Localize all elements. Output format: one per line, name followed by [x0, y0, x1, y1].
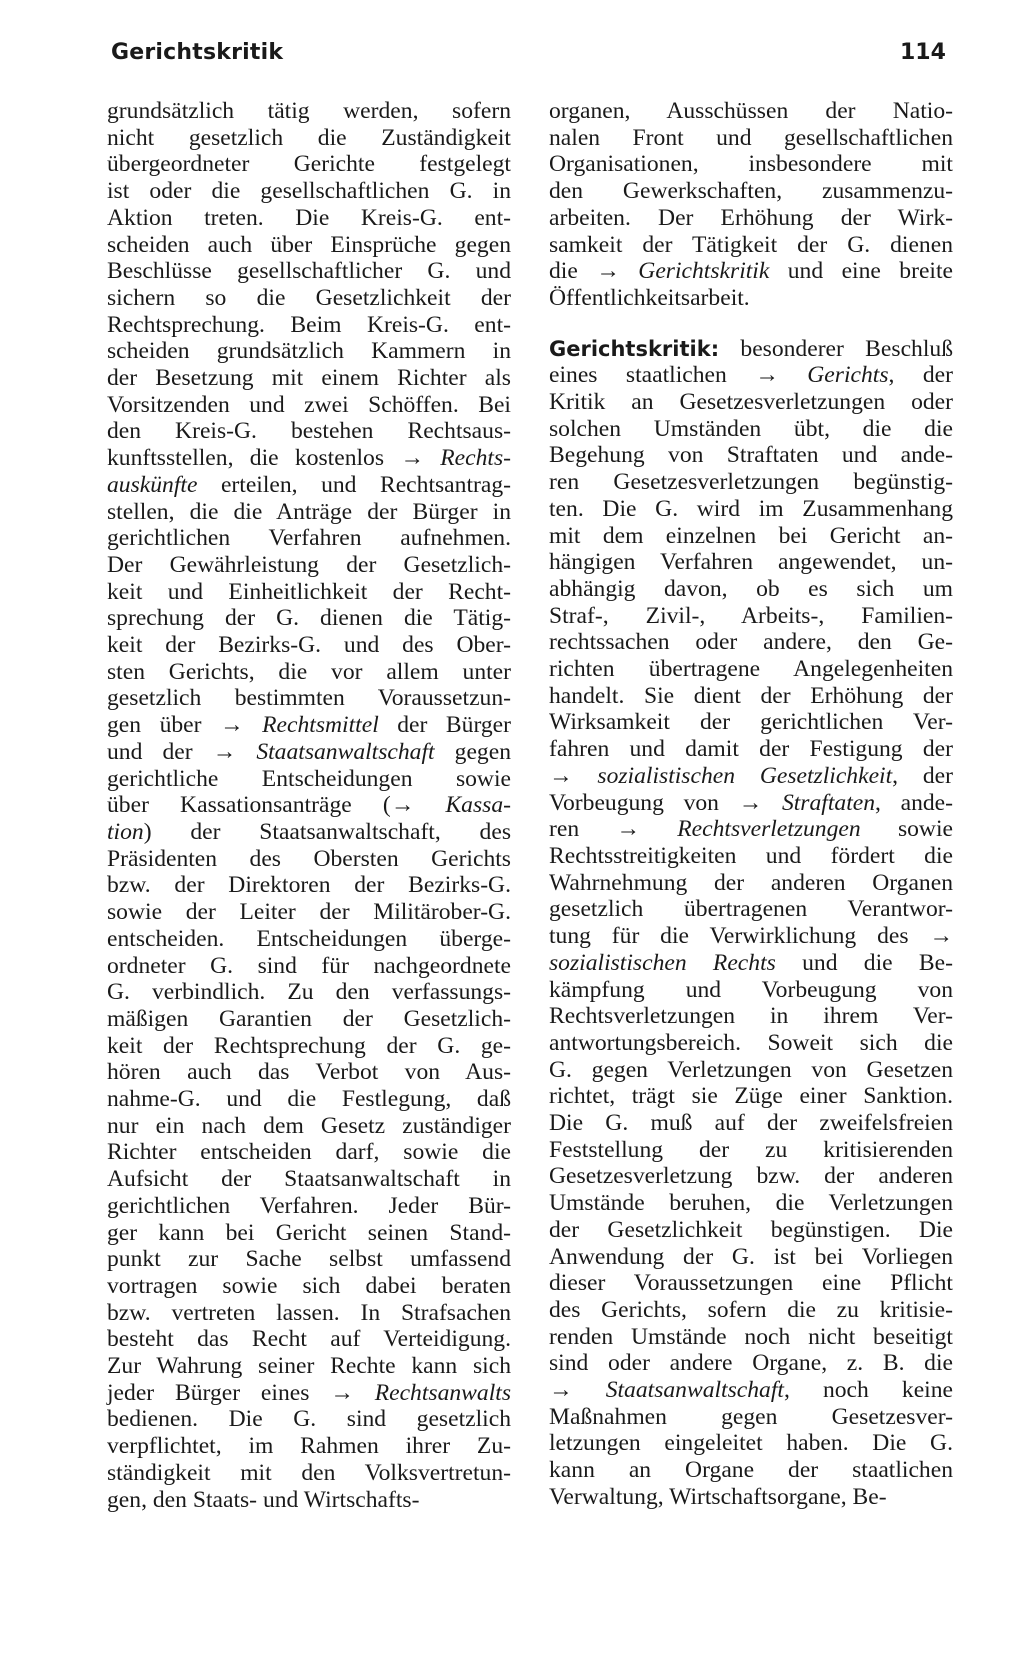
text-run: fahren und damit der Festigung der: [549, 736, 953, 763]
text-run: letzungen eingeleitet haben. Die G.: [549, 1430, 953, 1457]
text-line: [107, 739, 511, 766]
text-line: [549, 549, 953, 576]
text-run: Organisationen, insbesondere mit: [549, 151, 953, 178]
text-run: solchen Umständen übt, die die: [549, 415, 953, 442]
text-line: [549, 416, 953, 443]
text-run: gerichtliche Entscheidungen sowie: [107, 765, 511, 792]
text-run: sichern so die Gesetzlichkeit der: [107, 284, 511, 311]
text-line: [549, 1030, 953, 1057]
running-header-title: Gerichtskritik: [111, 40, 284, 65]
text-run: gen, den Staats- und Wirtschafts-: [107, 1486, 420, 1513]
text-run: richten übertragene Angelegenheiten: [549, 656, 953, 683]
text-run: gerichtlichen Verfahren. Jeder Bür-: [107, 1192, 511, 1219]
text-line: [107, 1406, 511, 1433]
text-run: nahme-G. und die Festlegung, daß: [107, 1086, 511, 1113]
text-line: [549, 896, 953, 923]
text-line: [107, 1433, 511, 1460]
cross-reference-term: Gerichtskritik: [638, 258, 770, 285]
text-line: [549, 178, 953, 205]
text-line: [549, 923, 953, 950]
text-line: [549, 1350, 953, 1377]
text-line: [549, 469, 953, 496]
text-line: [549, 336, 953, 363]
text-line: [549, 1484, 953, 1511]
text-run: samkeit der Tätigkeit der G. dienen: [549, 231, 953, 258]
text-run: verpflichtet, im Rahmen ihrer Zu-: [107, 1433, 511, 1460]
text-run: sprechung der G. dienen die Tätig-: [107, 605, 511, 632]
text-run: keit der Rechtsprechung der G. ge-: [107, 1032, 511, 1059]
text-line: [549, 442, 953, 469]
text-run: abhängig davon, ob es sich um: [549, 575, 953, 602]
text-run: G. verbindlich. Zu den verfassungs-: [107, 979, 511, 1006]
text-line: [549, 312, 953, 336]
text-line: [549, 870, 953, 897]
text-run: , noch keine: [783, 1377, 953, 1404]
text-run: eines staatlichen →: [549, 362, 808, 389]
text-line: [549, 736, 953, 763]
text-line: [107, 232, 511, 259]
text-line: [549, 1270, 953, 1297]
text-line: [549, 656, 953, 683]
cross-reference-term: Gerichts: [807, 362, 889, 389]
text-line: [549, 1430, 953, 1457]
text-line: [549, 1457, 953, 1484]
text-run: punkt zur Sache selbst umfassend: [107, 1246, 511, 1273]
text-line: [107, 338, 511, 365]
text-line: [549, 576, 953, 603]
text-run: dieser Voraussetzungen eine Pflicht: [549, 1270, 953, 1297]
text-run: Feststellung der zu kritisierenden: [549, 1136, 953, 1163]
text-run: ger kann bei Gericht seinen Stand-: [107, 1219, 511, 1246]
text-line: [549, 1377, 953, 1404]
text-run: Rechtsprechung. Beim Kreis-G. ent-: [107, 311, 511, 338]
text-run: über Kassationsanträge (→: [107, 792, 446, 819]
text-line: [107, 712, 511, 739]
text-line: [549, 1217, 953, 1244]
text-run: keit der Bezirks-G. und des Ober-: [107, 632, 511, 659]
text-run: arbeiten. Der Erhöhung der Wirk-: [549, 204, 953, 231]
text-line: [549, 125, 953, 152]
text-run: ren →: [549, 816, 678, 843]
text-run: renden Umstände noch nicht beseitigt: [549, 1323, 953, 1350]
text-run: Aktion treten. Die Kreis-G. ent-: [107, 204, 511, 231]
text-run: organen, Ausschüssen der Natio-: [549, 98, 953, 124]
text-line: [107, 926, 511, 953]
text-run: Wahrnehmung der anderen Organen: [549, 869, 953, 896]
text-run: übergeordneter Gerichte festgelegt: [107, 151, 511, 178]
cross-reference-term: tion: [107, 818, 144, 845]
text-run: Rechtsverletzungen in ihrem Ver-: [549, 1003, 953, 1030]
text-run: gegen: [434, 738, 511, 765]
text-run: Vorbeugung von →: [549, 789, 782, 816]
text-line: [107, 392, 511, 419]
text-line: [549, 232, 953, 259]
text-line: [549, 1110, 953, 1137]
text-line: [549, 816, 953, 843]
text-line: [549, 1190, 953, 1217]
text-line: [107, 1006, 511, 1033]
text-line: [107, 312, 511, 339]
text-line: [107, 1326, 511, 1353]
cross-reference-term: sozialistischen Rechts: [549, 949, 776, 976]
text-line: [549, 1244, 953, 1271]
text-run: den Kreis-G. bestehen Rechtsaus-: [107, 418, 511, 445]
text-run: nalen Front und gesellschaftlichen: [549, 124, 953, 151]
cross-reference-term: Rechtsmittel: [262, 712, 379, 739]
text-run: sowie der Leiter der Militärober-G.: [107, 899, 511, 926]
text-line: [549, 763, 953, 790]
text-line: [549, 603, 953, 630]
text-line: [549, 629, 953, 656]
text-line: [107, 819, 511, 846]
text-line: [107, 899, 511, 926]
text-line: [107, 659, 511, 686]
text-run: sowie: [860, 816, 953, 843]
text-run: und der →: [107, 738, 257, 765]
text-run: besonderer Beschluß: [719, 335, 953, 362]
text-run: der Bürger: [378, 712, 511, 739]
text-run: sind oder andere Organe, z. B. die: [549, 1350, 953, 1377]
text-run: nicht gesetzlich die Zuständigkeit: [107, 124, 511, 151]
text-line: [549, 1003, 953, 1030]
text-run: Richter entscheiden darf, sowie die: [107, 1139, 511, 1166]
text-line: [107, 1139, 511, 1166]
text-run: jeder Bürger eines →: [107, 1379, 375, 1406]
text-line: [107, 792, 511, 819]
text-run: , ande-: [875, 789, 953, 816]
text-run: vortragen sowie sich dabei beraten: [107, 1272, 511, 1299]
text-line: [549, 709, 953, 736]
text-run: ) der Staatsanwaltschaft, des: [143, 818, 511, 845]
text-run: erteilen, und Rechtsantrag-: [197, 471, 511, 498]
text-line: [549, 843, 953, 870]
text-line: [549, 389, 953, 416]
text-run: ordneter G. sind für nachgeordnete: [107, 952, 511, 979]
text-line: [107, 499, 511, 526]
text-line: [107, 472, 511, 499]
cross-reference-term: Straftaten: [781, 789, 876, 816]
text-line: [107, 605, 511, 632]
text-run: , der: [892, 762, 953, 789]
text-run: Wirksamkeit der gerichtlichen Ver-: [549, 709, 953, 736]
text-run: Gesetzesverletzung bzw. der anderen: [549, 1163, 953, 1190]
text-run: kann an Organe der staatlichen: [549, 1457, 953, 1484]
text-line: [107, 365, 511, 392]
cross-reference-term: Rechtsanwalts: [374, 1379, 511, 1406]
cross-reference-term: Rechts-: [440, 445, 511, 472]
text-line: [107, 632, 511, 659]
text-run: bedienen. Die G. sind gesetzlich: [107, 1406, 511, 1433]
text-line: [107, 525, 511, 552]
text-line: [549, 285, 953, 312]
text-run: grundsätzlich tätig werden, sofern: [107, 98, 511, 124]
text-run: stellen, die die Anträge der Bürger in: [107, 498, 511, 525]
text-line: [107, 1059, 511, 1086]
text-line: [107, 1460, 511, 1487]
text-line: [549, 1137, 953, 1164]
text-run: G. gegen Verletzungen von Gesetzen: [549, 1056, 953, 1083]
text-run: →: [549, 1377, 606, 1404]
text-line: [107, 418, 511, 445]
text-run: gen über →: [107, 712, 263, 739]
text-run: die →: [549, 258, 639, 285]
text-line: [107, 1246, 511, 1273]
cross-reference-term: Staatsanwaltschaft: [605, 1377, 784, 1404]
text-run: Präsidenten des Obersten Gerichts: [107, 845, 511, 872]
text-line: [107, 979, 511, 1006]
text-line: [107, 1033, 511, 1060]
text-run: →: [549, 762, 598, 789]
text-run: scheiden auch über Einsprüche gegen: [107, 231, 511, 258]
text-run: kämpfung und Vorbeugung von: [549, 976, 953, 1003]
text-run: ren Gesetzesverletzungen begünstig-: [549, 469, 953, 496]
text-line: [107, 872, 511, 899]
text-run: , der: [888, 362, 953, 389]
text-line: [549, 1324, 953, 1351]
entry-headword: Gerichtskritik:: [549, 336, 720, 361]
text-run: Kritik an Gesetzesverletzungen oder: [549, 389, 953, 416]
text-run: gesetzlich bestimmten Voraussetzun-: [107, 685, 511, 712]
text-run: richtet, trägt sie Züge einer Sanktion.: [549, 1083, 953, 1110]
text-run: gerichtlichen Verfahren aufnehmen.: [107, 525, 511, 552]
text-run: der Gesetzlichkeit begünstigen. Die: [549, 1216, 953, 1243]
text-line: [107, 178, 511, 205]
text-run: bzw. der Direktoren der Bezirks-G.: [107, 872, 511, 899]
text-run: handelt. Sie dient der Erhöhung der: [549, 682, 953, 709]
text-line: [107, 258, 511, 285]
text-run: sten Gerichts, die vor allem unter: [107, 658, 511, 685]
cross-reference-term: Rechtsverletzungen: [677, 816, 861, 843]
text-run: und die Be-: [775, 949, 953, 976]
text-line: [107, 151, 511, 178]
text-run: der Besetzung mit einem Richter als: [107, 365, 511, 392]
text-run: rechtssachen oder andere, den Ge-: [549, 629, 953, 656]
text-line: [107, 1300, 511, 1327]
text-line: [549, 950, 953, 977]
text-line: [107, 579, 511, 606]
text-line: [107, 205, 511, 232]
text-run: Anwendung der G. ist bei Vorliegen: [549, 1243, 953, 1270]
text-line: [107, 445, 511, 472]
text-line: [107, 1353, 511, 1380]
text-line: [549, 683, 953, 710]
text-line: [107, 1193, 511, 1220]
text-line: [107, 98, 511, 125]
text-line: [549, 1297, 953, 1324]
text-line: [549, 523, 953, 550]
text-run: Verwaltung, Wirtschaftsorgane, Be-: [549, 1483, 887, 1510]
text-line: [549, 362, 953, 389]
text-run: keit und Einheitlichkeit der Recht-: [107, 578, 511, 605]
text-run: hängigen Verfahren angewendet, un-: [549, 549, 953, 576]
text-run: bzw. vertreten lassen. In Strafsachen: [107, 1299, 511, 1326]
text-line: [107, 1113, 511, 1140]
text-line: [107, 1273, 511, 1300]
text-run: Beschlüsse gesellschaftlicher G. und: [107, 258, 511, 285]
text-run: ist oder die gesellschaftlichen G. in: [107, 178, 511, 205]
text-line: [107, 685, 511, 712]
text-run: Maßnahmen gegen Gesetzesver-: [549, 1403, 953, 1430]
text-run: und eine breite: [769, 258, 954, 285]
text-run: ständigkeit mit den Volksvertretun-: [107, 1459, 511, 1486]
text-line: [549, 1057, 953, 1084]
cross-reference-term: Staatsanwaltschaft: [256, 738, 435, 765]
cross-reference-term: auskünfte: [107, 471, 198, 498]
text-line: [107, 846, 511, 873]
text-run: gesetzlich übertragenen Verantwor-: [549, 896, 953, 923]
text-run: Aufsicht der Staatsanwaltschaft in: [107, 1166, 511, 1193]
text-line: [107, 1487, 511, 1514]
cross-reference-term: sozialistischen Gesetzlichkeit: [597, 762, 893, 789]
text-run: nur ein nach dem Gesetz zuständiger: [107, 1112, 511, 1139]
text-line: [549, 790, 953, 817]
text-run: Die G. muß auf der zweifelsfreien: [549, 1110, 953, 1137]
text-run: Umstände beruhen, die Verletzungen: [549, 1190, 953, 1217]
text-run: tung für die Verwirklichung des →: [549, 923, 953, 950]
text-line: [549, 151, 953, 178]
text-run: hören auch das Verbot von Aus-: [107, 1059, 511, 1086]
text-line: [107, 285, 511, 312]
text-run: Der Gewährleistung der Gesetzlich-: [107, 551, 511, 578]
text-line: [549, 1404, 953, 1431]
text-line: [107, 1166, 511, 1193]
page-number: 114: [900, 40, 946, 65]
text-line: [549, 496, 953, 523]
text-run: Begehung von Straftaten und ande-: [549, 442, 953, 469]
text-run: antwortungsbereich. Soweit sich die: [549, 1029, 953, 1056]
text-line: [549, 205, 953, 232]
right-text-column: [549, 98, 953, 1511]
text-run: Rechtsstreitigkeiten und fördert die: [549, 842, 953, 869]
text-line: [107, 1380, 511, 1407]
text-line: [549, 258, 953, 285]
text-line: [107, 766, 511, 793]
text-run: scheiden grundsätzlich Kammern in: [107, 338, 511, 365]
text-run: kunftsstellen, die kostenlos →: [107, 445, 441, 472]
text-line: [107, 552, 511, 579]
text-run: Öffentlichkeitsarbeit.: [549, 284, 750, 311]
text-run: mäßigen Garantien der Gesetzlich-: [107, 1005, 511, 1032]
text-line: [549, 98, 953, 125]
text-line: [549, 1163, 953, 1190]
text-line: [549, 1083, 953, 1110]
text-line: [107, 1086, 511, 1113]
text-line: [107, 953, 511, 980]
text-run: mit dem einzelnen bei Gericht an-: [549, 522, 953, 549]
text-run: Vorsitzenden und zwei Schöffen. Bei: [107, 391, 511, 418]
cross-reference-term: Kassa-: [445, 792, 511, 819]
left-text-column: [107, 98, 511, 1513]
text-run: Zur Wahrung seiner Rechte kann sich: [107, 1353, 511, 1380]
text-line: [107, 1220, 511, 1247]
text-run: den Gewerkschaften, zusammenzu-: [549, 178, 953, 205]
text-line: [549, 977, 953, 1004]
text-run: entscheiden. Entscheidungen überge-: [107, 925, 511, 952]
text-run: ten. Die G. wird im Zusammenhang: [549, 495, 953, 522]
text-run: Straf-, Zivil-, Arbeits-, Familien-: [549, 602, 953, 629]
text-run: des Gerichts, sofern die zu kritisie-: [549, 1296, 953, 1323]
text-line: [107, 125, 511, 152]
text-run: besteht das Recht auf Verteidigung.: [107, 1326, 511, 1353]
